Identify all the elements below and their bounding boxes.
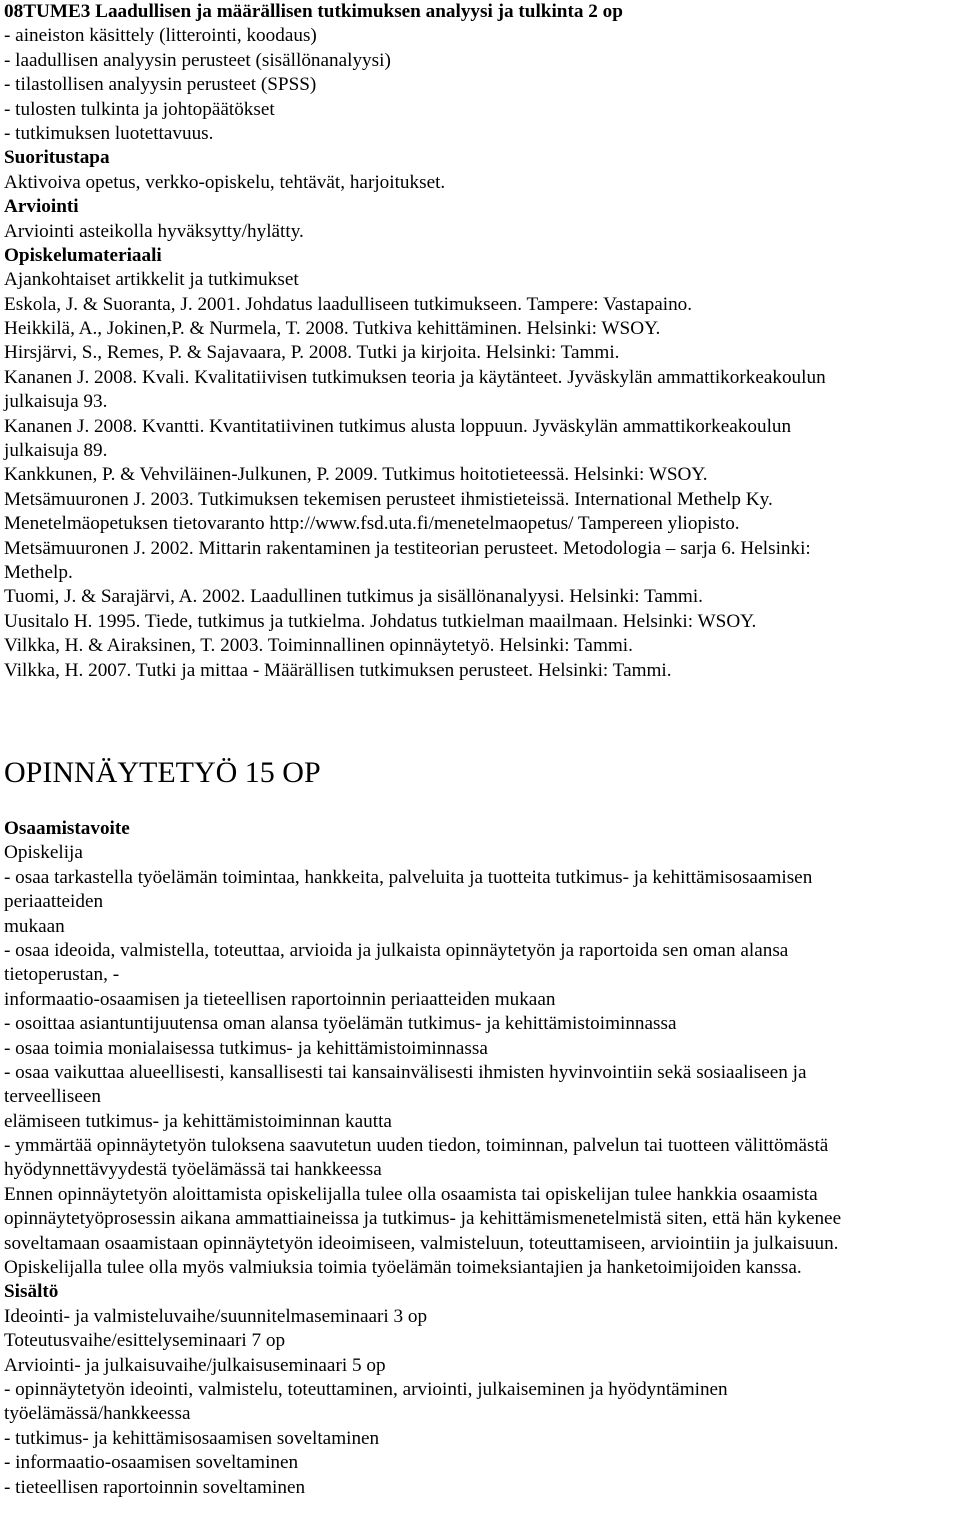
- text-line: Opiskelijalla tulee olla myös valmiuksia toimia työelämän toimeksiantajien ja hanketoimijoiden kanssa.: [4, 1257, 802, 1279]
- text-line: Ennen opinnäytetyön aloittamista opiskelijalla tulee olla osaamista tai opiskelijan tulee hankkia osaamista: [4, 1183, 818, 1205]
- text-line: Uusitalo H. 1995. Tiede, tutkimus ja tutkielma. Johdatus tutkielman maailmaan. Helsinki: WSOY.: [4, 610, 757, 632]
- text-line: periaatteiden: [4, 891, 104, 913]
- text-line: Arviointi asteikolla hyväksytty/hylätty.: [4, 220, 304, 242]
- text-line: Opiskelija: [4, 842, 83, 864]
- text-line: - tulosten tulkinta ja johtopäätökset: [4, 98, 275, 120]
- text-line: - osaa vaikuttaa alueellisesti, kansallisesti tai kansainvälisesti ihmisten hyvinvointiin sekä sosiaaliseen ja: [4, 1061, 807, 1083]
- text-line: opinnäytetyöprosessin aikana ammattiaineissa ja tutkimus- ja kehittämismenetelmistä siten, että hän kykenee: [4, 1208, 842, 1230]
- text-line: julkaisuja 93.: [4, 391, 108, 413]
- subheading: Sisältö: [4, 1281, 59, 1303]
- text-line: - osaa toimia monialaisessa tutkimus- ja kehittämistoiminnassa: [4, 1037, 488, 1059]
- thesis-section: [4, 817, 958, 1500]
- text-line: hyödynnettävyydestä työelämässä tai hankkeessa: [4, 1159, 382, 1181]
- subheading: 08TUME3 Laadullisen ja määrällisen tutkimuksen analyysi ja tulkinta 2 op: [4, 1, 623, 22]
- subheading: Arviointi: [4, 196, 79, 218]
- text-line: Metsämuuronen J. 2003. Tutkimuksen tekemisen perusteet ihmistieteissä. International Methelp Ky.: [4, 488, 773, 510]
- text-line: Kananen J. 2008. Kvali. Kvalitatiivisen tutkimuksen teoria ja käytänteet. Jyväskylän ammattikorkeakoulun: [4, 366, 826, 388]
- text-line: Ideointi- ja valmisteluvaihe/suunnitelmaseminaari 3 op: [4, 1305, 428, 1327]
- text-line: Metsämuuronen J. 2002. Mittarin rakentaminen ja testiteorian perusteet. Metodologia – sarja 6. Helsinki:: [4, 537, 811, 559]
- text-line: - tutkimus- ja kehittämisosaamisen soveltaminen: [4, 1427, 380, 1449]
- course-description-section: [4, 0, 958, 683]
- text-line: Menetelmäopetuksen tietovaranto http://www.fsd.uta.fi/menetelmaopetus/ Tampereen yliopisto.: [4, 513, 740, 535]
- text-line: terveelliseen: [4, 1086, 101, 1108]
- text-line: Hirsjärvi, S., Remes, P. & Sajavaara, P. 2008. Tutki ja kirjoita. Helsinki: Tammi.: [4, 342, 620, 364]
- text-line: informaatio-osaamisen ja tieteellisen raportoinnin periaatteiden mukaan: [4, 988, 556, 1010]
- text-line: Arviointi- ja julkaisuvaihe/julkaisuseminaari 5 op: [4, 1354, 386, 1376]
- text-line: Eskola, J. & Suoranta, J. 2001. Johdatus laadulliseen tutkimukseen. Tampere: Vastapaino.: [4, 293, 693, 315]
- section-title: OPINNÄYTETYÖ 15 OP: [4, 756, 321, 789]
- text-line: Kananen J. 2008. Kvantti. Kvantitatiivinen tutkimus alusta loppuun. Jyväskylän ammattikorkeakoulun: [4, 415, 792, 437]
- text-line: - osoittaa asiantuntijuutensa oman alansa työelämän tutkimus- ja kehittämistoiminnassa: [4, 1013, 677, 1035]
- text-line: Methelp.: [4, 561, 73, 583]
- text-line: työelämässä/hankkeessa: [4, 1403, 191, 1425]
- text-line: Kankkunen, P. & Vehviläinen-Julkunen, P. 2009. Tutkimus hoitotieteessä. Helsinki: WSOY.: [4, 464, 708, 486]
- text-line: - laadullisen analyysin perusteet (sisällönanalyysi): [4, 49, 391, 71]
- text-line: - opinnäytetyön ideointi, valmistelu, toteuttaminen, arviointi, julkaiseminen ja hyödyntäminen: [4, 1378, 728, 1400]
- text-line: Ajankohtaiset artikkelit ja tutkimukset: [4, 269, 299, 291]
- text-line: - ymmärtää opinnäytetyön tuloksena saavutetun uuden tiedon, toiminnan, palvelun tai tuotteen välittömästä: [4, 1135, 829, 1157]
- text-line: mukaan: [4, 915, 65, 937]
- text-line: - tilastollisen analyysin perusteet (SPSS): [4, 74, 317, 96]
- text-line: tietoperustan, -: [4, 964, 120, 986]
- subheading: Suoritustapa: [4, 147, 110, 169]
- text-line: - informaatio-osaamisen soveltaminen: [4, 1452, 299, 1474]
- text-line: elämiseen tutkimus- ja kehittämistoiminnan kautta: [4, 1110, 392, 1132]
- text-line: soveltamaan osaamistaan opinnäytetyön ideoimiseen, valmisteluun, toteuttamiseen, arviointiin ja julkaisuun.: [4, 1232, 839, 1254]
- text-line: Heikkilä, A., Jokinen,P. & Nurmela, T. 2008. Tutkiva kehittäminen. Helsinki: WSOY.: [4, 318, 661, 340]
- text-line: - osaa ideoida, valmistella, toteuttaa, arvioida ja julkaista opinnäytetyön ja raportoida sen oman alansa: [4, 939, 789, 961]
- text-line: - osaa tarkastella työelämän toimintaa, hankkeita, palveluita ja tuotteita tutkimus- ja kehittämisosaamisen: [4, 866, 813, 888]
- text-line: Tuomi, J. & Sarajärvi, A. 2002. Laadullinen tutkimus ja sisällönanalyysi. Helsinki: Tammi.: [4, 586, 703, 608]
- text-line: - tutkimuksen luotettavuus.: [4, 122, 214, 144]
- subheading: Osaamistavoite: [4, 818, 130, 839]
- text-line: Vilkka, H. & Airaksinen, T. 2003. Toiminnallinen opinnäytetyö. Helsinki: Tammi.: [4, 635, 633, 657]
- text-line: Toteutusvaihe/esittelyseminaari 7 op: [4, 1330, 286, 1352]
- subheading: Opiskelumateriaali: [4, 244, 162, 266]
- text-line: - aineiston käsittely (litterointi, koodaus): [4, 25, 317, 47]
- text-line: - tieteellisen raportoinnin soveltaminen: [4, 1476, 306, 1498]
- text-line: julkaisuja 89.: [4, 440, 108, 462]
- text-line: Aktivoiva opetus, verkko-opiskelu, tehtävät, harjoitukset.: [4, 171, 446, 193]
- text-line: Vilkka, H. 2007. Tutki ja mittaa - Määrällisen tutkimuksen perusteet. Helsinki: Tammi.: [4, 659, 672, 681]
